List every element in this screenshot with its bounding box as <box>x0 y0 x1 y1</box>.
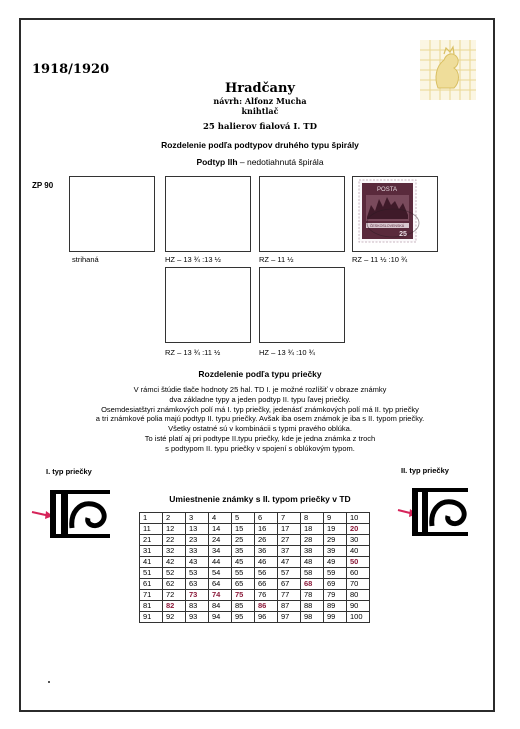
table-cell: 5 <box>232 513 255 524</box>
stamp-label-top: POSTA <box>377 187 397 193</box>
printing-line: knihtlač <box>241 106 279 116</box>
type2-label: II. typ priečky <box>401 466 449 475</box>
table-row <box>140 579 370 590</box>
table-cell: 43 <box>186 557 209 568</box>
table-cell: 16 <box>255 524 278 535</box>
table-cell: 20 <box>347 524 370 535</box>
table-cell: 91 <box>140 612 163 623</box>
stamp-box-5 <box>165 267 251 343</box>
table-cell: 84 <box>209 601 232 612</box>
table-cell: 10 <box>347 513 370 524</box>
stamp-value: 25 <box>399 231 407 238</box>
table-cell: 96 <box>255 612 278 623</box>
table-cell: 34 <box>209 546 232 557</box>
table-cell: 60 <box>347 568 370 579</box>
table-cell: 65 <box>232 579 255 590</box>
table-cell: 77 <box>278 590 301 601</box>
table-cell: 33 <box>186 546 209 557</box>
catalog-number: ZP 90 <box>32 181 54 190</box>
section-title: Rozdelenie podľa podtypov druhého typu špirály <box>161 140 359 150</box>
table-cell: 98 <box>301 612 324 623</box>
table-cell: 30 <box>347 535 370 546</box>
table-cell: 71 <box>140 590 163 601</box>
table-cell: 13 <box>186 524 209 535</box>
table-cell: 12 <box>163 524 186 535</box>
table-cell: 100 <box>347 612 370 623</box>
table-cell: 9 <box>324 513 347 524</box>
table-cell: 1 <box>140 513 163 524</box>
table-cell: 32 <box>163 546 186 557</box>
table-cell: 53 <box>186 568 209 579</box>
stamp-box-6 <box>259 267 345 343</box>
table-cell: 70 <box>347 579 370 590</box>
table-cell: 80 <box>347 590 370 601</box>
table-cell: 75 <box>232 590 255 601</box>
table-cell: 78 <box>301 590 324 601</box>
table-cell: 18 <box>301 524 324 535</box>
table-cell: 25 <box>232 535 255 546</box>
table-cell: 49 <box>324 557 347 568</box>
table-cell: 81 <box>140 601 163 612</box>
table-cell: 61 <box>140 579 163 590</box>
table-row <box>140 601 370 612</box>
section2-title: Rozdelenie podľa typu priečky <box>198 369 322 379</box>
stamp-label-bottom: ČESKOSLOVENSKÁ <box>369 224 405 228</box>
table-cell: 64 <box>209 579 232 590</box>
table-cell: 88 <box>301 601 324 612</box>
table-cell: 4 <box>209 513 232 524</box>
table-cell: 31 <box>140 546 163 557</box>
table-cell: 24 <box>209 535 232 546</box>
table-row <box>140 546 370 557</box>
table-cell: 14 <box>209 524 232 535</box>
table-cell: 51 <box>140 568 163 579</box>
table-cell: 95 <box>232 612 255 623</box>
table-cell: 28 <box>301 535 324 546</box>
table-cell: 46 <box>255 557 278 568</box>
stamp-box-4 <box>352 176 438 252</box>
description-paragraph: V rámci štúdie tlače hodnoty 25 hal. TD I. je možné rozlíšiť v obraze známky dva základne typy a jeden podtyp II. typu ľavej priečky. Osemdesiatštyri známkových polí má I. typ priečky, jedenásť známkových polí má II. typ priečky a tri známkové polia majú podtyp II. typu priečky. Avšak iba osem známok je iba s II. typom priečky. Všetky ostatné sú v kombinácii s typmi pravého oblúka. To isté platí aj pri podtype II.typu priečky, kde je jedna známka z troch s podtypom II. typu priečky v spojení s oblúkovým typom. <box>95 385 425 453</box>
stamp-box-3 <box>259 176 345 252</box>
table-cell: 8 <box>301 513 324 524</box>
table-cell: 19 <box>324 524 347 535</box>
table-row <box>140 590 370 601</box>
table-row <box>140 568 370 579</box>
type2-crossbar-illustration <box>396 484 476 542</box>
table-cell: 79 <box>324 590 347 601</box>
table-cell: 94 <box>209 612 232 623</box>
table-cell: 86 <box>255 601 278 612</box>
table-cell: 3 <box>186 513 209 524</box>
table-cell: 90 <box>347 601 370 612</box>
box-caption-6: HZ – 13 ¾ :10 ¾ <box>259 348 315 357</box>
table-cell: 66 <box>255 579 278 590</box>
table-cell: 44 <box>209 557 232 568</box>
box-caption-1: strihaná <box>72 255 99 264</box>
table-cell: 72 <box>163 590 186 601</box>
table-cell: 38 <box>301 546 324 557</box>
table-cell: 92 <box>163 612 186 623</box>
subtype-title: Podtyp IIh – nedotiahnutá špirála <box>196 157 324 167</box>
table-row <box>140 612 370 623</box>
table-cell: 41 <box>140 557 163 568</box>
table-cell: 52 <box>163 568 186 579</box>
table-cell: 93 <box>186 612 209 623</box>
table-cell: 54 <box>209 568 232 579</box>
table-cell: 45 <box>232 557 255 568</box>
stamp-box-2 <box>165 176 251 252</box>
table-cell: 48 <box>301 557 324 568</box>
table-cell: 74 <box>209 590 232 601</box>
table-cell: 67 <box>278 579 301 590</box>
table-cell: 35 <box>232 546 255 557</box>
type1-crossbar-illustration <box>28 484 118 544</box>
table-cell: 29 <box>324 535 347 546</box>
table-cell: 97 <box>278 612 301 623</box>
box-caption-5: RZ – 13 ¾ :11 ½ <box>165 348 221 357</box>
table-cell: 55 <box>232 568 255 579</box>
year-range: 1918/1920 <box>32 62 110 77</box>
table-cell: 56 <box>255 568 278 579</box>
box-caption-2: HZ – 13 ¾ :13 ½ <box>165 255 221 264</box>
table-cell: 37 <box>278 546 301 557</box>
page-title: Hradčany <box>225 81 295 96</box>
table-cell: 73 <box>186 590 209 601</box>
table-cell: 47 <box>278 557 301 568</box>
table-cell: 11 <box>140 524 163 535</box>
table-cell: 17 <box>278 524 301 535</box>
table-cell: 6 <box>255 513 278 524</box>
table-cell: 63 <box>186 579 209 590</box>
table-cell: 23 <box>186 535 209 546</box>
sheet-position-table <box>139 512 370 623</box>
dot-mark <box>48 681 50 683</box>
table-cell: 87 <box>278 601 301 612</box>
table-row <box>140 524 370 535</box>
table-cell: 68 <box>301 579 324 590</box>
table-cell: 15 <box>232 524 255 535</box>
table-cell: 89 <box>324 601 347 612</box>
stamp-description: 25 halierov fialová I. TD <box>203 122 317 132</box>
designer-line: návrh: Alfonz Mucha <box>213 96 307 106</box>
table-cell: 36 <box>255 546 278 557</box>
table-cell: 62 <box>163 579 186 590</box>
box-caption-4: RZ – 11 ½ :10 ¾ <box>352 255 408 264</box>
table-row <box>140 557 370 568</box>
table-cell: 82 <box>163 601 186 612</box>
table-cell: 26 <box>255 535 278 546</box>
table-cell: 7 <box>278 513 301 524</box>
table-cell: 39 <box>324 546 347 557</box>
table-cell: 99 <box>324 612 347 623</box>
box-caption-3: RZ – 11 ½ <box>259 255 294 264</box>
table-cell: 69 <box>324 579 347 590</box>
table-row <box>140 513 370 524</box>
table-cell: 21 <box>140 535 163 546</box>
table-cell: 83 <box>186 601 209 612</box>
type1-label: I. typ priečky <box>46 467 92 476</box>
table-cell: 42 <box>163 557 186 568</box>
table-cell: 85 <box>232 601 255 612</box>
table-cell: 22 <box>163 535 186 546</box>
table-cell: 2 <box>163 513 186 524</box>
table-cell: 76 <box>255 590 278 601</box>
table-cell: 40 <box>347 546 370 557</box>
table-cell: 59 <box>324 568 347 579</box>
table-cell: 50 <box>347 557 370 568</box>
table-cell: 27 <box>278 535 301 546</box>
stamp-image <box>353 177 437 251</box>
table-cell: 57 <box>278 568 301 579</box>
stamp-box-1 <box>69 176 155 252</box>
table-row <box>140 535 370 546</box>
table-cell: 58 <box>301 568 324 579</box>
table-title: Umiestnenie známky s II. typom priečky v TD <box>169 494 351 504</box>
